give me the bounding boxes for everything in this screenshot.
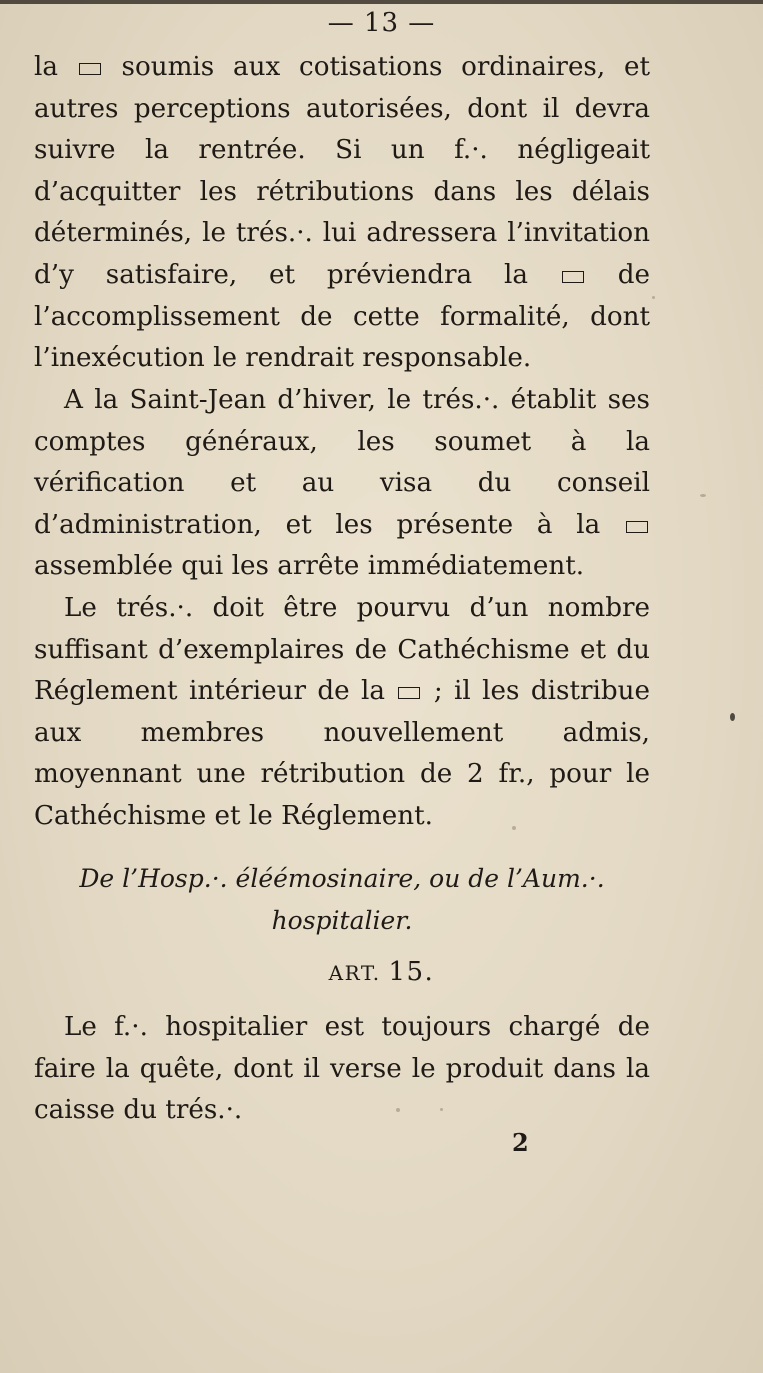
article-heading [0, 957, 763, 987]
paragraph-4 [34, 1007, 650, 1132]
paper-speck [440, 1108, 443, 1111]
section-heading-line-2: hospitalier. [271, 906, 413, 935]
page-number: — 13 — [327, 8, 436, 38]
paragraph-1-part-c: de l’accomplissement de cette formalité, dont l’inexécution le rendrait responsable. [34, 259, 650, 374]
paragraph-1-part-a: la [34, 52, 58, 82]
signature-mark: 2 [512, 1128, 529, 1157]
page-top-edge [0, 0, 763, 4]
paragraph-4-text: Le f.·. hospitalier est toujours chargé de faire la quête, dont il verse le produit dans la caisse du trés.·. [34, 1012, 650, 1126]
paragraph-2-part-b: assemblée qui les arrête immédiatement. [34, 551, 585, 582]
lodge-rectangle-icon [79, 63, 101, 75]
paper-speck [700, 494, 706, 497]
paragraph-1-part-b: soumis aux cotisations ordinaires, et autres perceptions autorisées, dont il devra suivre la rentrée. Si un f.·. négligeait d’acquitter les rétributions dans les délais déterminés, le trés.·. lui adressera l’invitation d’y satisfaire, et préviendra la [34, 52, 650, 290]
paper-speck [730, 713, 735, 721]
lodge-rectangle-icon [398, 687, 420, 699]
paragraph-3-part-b: ; il les distribue aux membres nouvellement admis, moyennant une rétribution de 2 fr., pour le Cathéchisme et le Réglement. [34, 676, 650, 831]
section-heading [34, 858, 650, 942]
paragraph-2-part-a: A la Saint-Jean d’hiver, le trés.·. établit ses comptes généraux, les soumet à la vérification et au visa du conseil d’administration, et les présente à la [34, 385, 650, 540]
article-label: ART. [328, 961, 381, 985]
paper-speck [396, 1108, 400, 1112]
section-heading-line-1: De l’Hosp.·. éléémosinaire, ou de l’Aum.·. [79, 864, 605, 893]
lodge-rectangle-icon [562, 271, 584, 283]
article-number: 15. [388, 957, 435, 987]
paper-speck [652, 296, 655, 299]
paragraph-3-part-a: Le trés.·. doit être pourvu d’un nombre suffisant d’exemplaires de Cathéchisme et du Réglement intérieur de la [34, 593, 650, 707]
paper-speck [512, 826, 516, 830]
paragraph-2 [34, 380, 650, 588]
paragraph-3 [34, 588, 650, 838]
lodge-rectangle-icon [626, 521, 648, 533]
paragraph-1 [34, 47, 650, 380]
